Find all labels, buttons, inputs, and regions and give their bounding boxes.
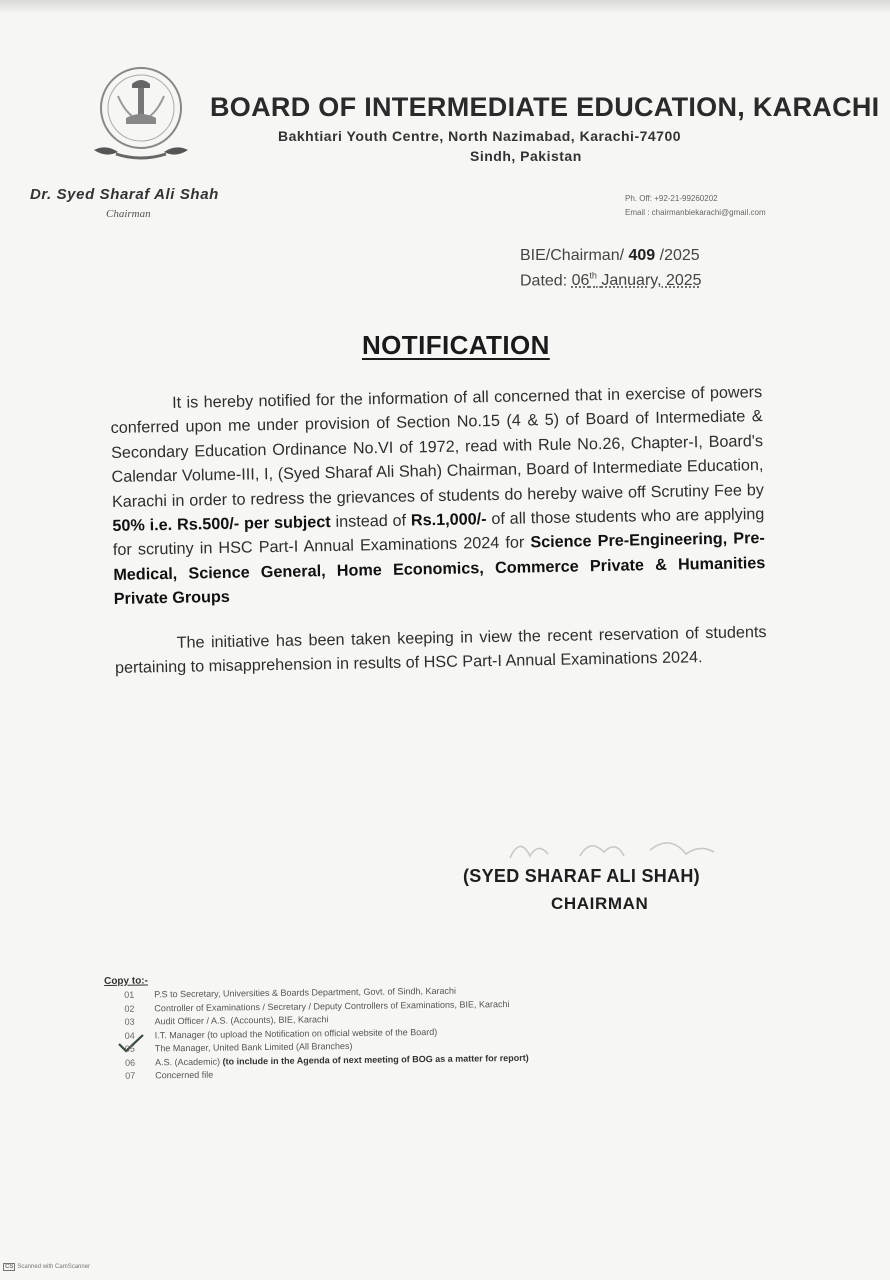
item-number: 03 bbox=[124, 1016, 135, 1027]
address-region: Sindh, Pakistan bbox=[470, 148, 582, 164]
item-number: 07 bbox=[125, 1070, 136, 1081]
item-text: The Manager, United Bank Limited (All Branches) bbox=[154, 1040, 353, 1054]
reference-serial: 409 bbox=[628, 247, 656, 264]
date-month-year: January, 2025 bbox=[601, 272, 702, 290]
email-address: Email : chairmanbiekarachi@gmail.com bbox=[625, 208, 766, 217]
copy-to-heading: Copy to:- bbox=[104, 975, 149, 987]
item-number: 04 bbox=[124, 1030, 135, 1041]
item-number: 01 bbox=[124, 989, 135, 1000]
body-text-a: It is hereby notified for the information of all concerned that in exercise of powers conferred upon me under provision of Section No.15 (4 & 5) of Board of Intermediate & Secondary Education Ordinance No.VI of 1972, read with Rule No.26, Chapter-I, Board's Calendar Volume-III, I, (Syed Sharaf Ali Shah) Chairman, Board of Intermediate Education, Karachi in order to redress the grievances of students do hereby waive off Scrutiny Fee by bbox=[110, 383, 765, 511]
paragraph-rationale: The initiative has been taken keeping in view the recent reservation of students pertaining to misapprehension in results of HSC Part-I Annual Examinations 2024. bbox=[114, 622, 767, 678]
reference-prefix: BIE/Chairman/ bbox=[520, 247, 625, 264]
signatory-title: CHAIRMAN bbox=[551, 894, 649, 913]
date-suffix: th bbox=[589, 271, 597, 281]
notification-body bbox=[110, 380, 767, 680]
signatory-name: (SYED SHARAF ALI SHAH) bbox=[463, 866, 700, 886]
original-fee: Rs.1,000/- bbox=[410, 510, 487, 530]
item-emphasis: (to include in the Agenda of next meeting of BOG as a matter for report) bbox=[222, 1052, 529, 1067]
item-number: 06 bbox=[124, 1057, 136, 1068]
chairman-title: Chairman bbox=[106, 208, 151, 220]
chairman-name: Dr. Syed Sharaf Ali Shah bbox=[30, 186, 219, 203]
signature-scrawl-icon bbox=[500, 830, 740, 866]
date-day: 06 bbox=[571, 272, 590, 290]
reference-number bbox=[520, 247, 700, 265]
phone-number: Ph. Off: +92-21-99260202 bbox=[625, 194, 718, 203]
body-text-e: of all those students who are applying for scrutiny in HSC Part-I Annual Examinations 2024 for bbox=[112, 505, 765, 560]
item-text: I.T. Manager (to upload the Notification on official website of the Board) bbox=[154, 1026, 438, 1040]
page-title: NOTIFICATION bbox=[362, 330, 550, 360]
item-text: Concerned file bbox=[155, 1069, 214, 1081]
item-number: 05 bbox=[124, 1043, 135, 1054]
issue-date bbox=[520, 271, 702, 290]
camscanner-logo-icon: CS bbox=[5, 1264, 14, 1270]
item-text: Controller of Examinations / Secretary / Deputy Controllers of Examinations, BIE, Karachi bbox=[154, 998, 510, 1013]
body-text-c: instead of bbox=[330, 511, 412, 532]
scanner-watermark bbox=[3, 1263, 90, 1271]
address-line: Bakhtiari Youth Centre, North Nazimabad, Karachi-74700 bbox=[278, 128, 682, 144]
eligible-groups: Science Pre-Engineering, Pre-Medical, Science General, Home Economics, Commerce Private & Humanities Private Groups bbox=[113, 529, 766, 609]
board-emblem-icon bbox=[88, 66, 194, 166]
reference-year: /2025 bbox=[659, 247, 700, 264]
dated-label: Dated: bbox=[520, 272, 568, 290]
contact-block bbox=[625, 192, 766, 220]
fee-waiver-amount: 50% i.e. Rs.500/- per subject bbox=[112, 513, 331, 536]
item-text: A.S. (Academic) bbox=[154, 1056, 223, 1067]
paragraph-scrutiny-fee bbox=[110, 380, 766, 612]
item-text: Audit Officer / A.S. (Accounts), BIE, Karachi bbox=[154, 1014, 329, 1027]
item-number: 02 bbox=[124, 1003, 135, 1014]
board-name: BOARD OF INTERMEDIATE EDUCATION, KARACHI bbox=[210, 92, 880, 122]
item-text: P.S to Secretary, Universities & Boards Department, Govt. of Sindh, Karachi bbox=[154, 985, 457, 1000]
scan-edge bbox=[0, 0, 890, 14]
copy-to-list bbox=[104, 971, 529, 1084]
scanner-text: Scanned with CamScanner bbox=[17, 1264, 91, 1270]
